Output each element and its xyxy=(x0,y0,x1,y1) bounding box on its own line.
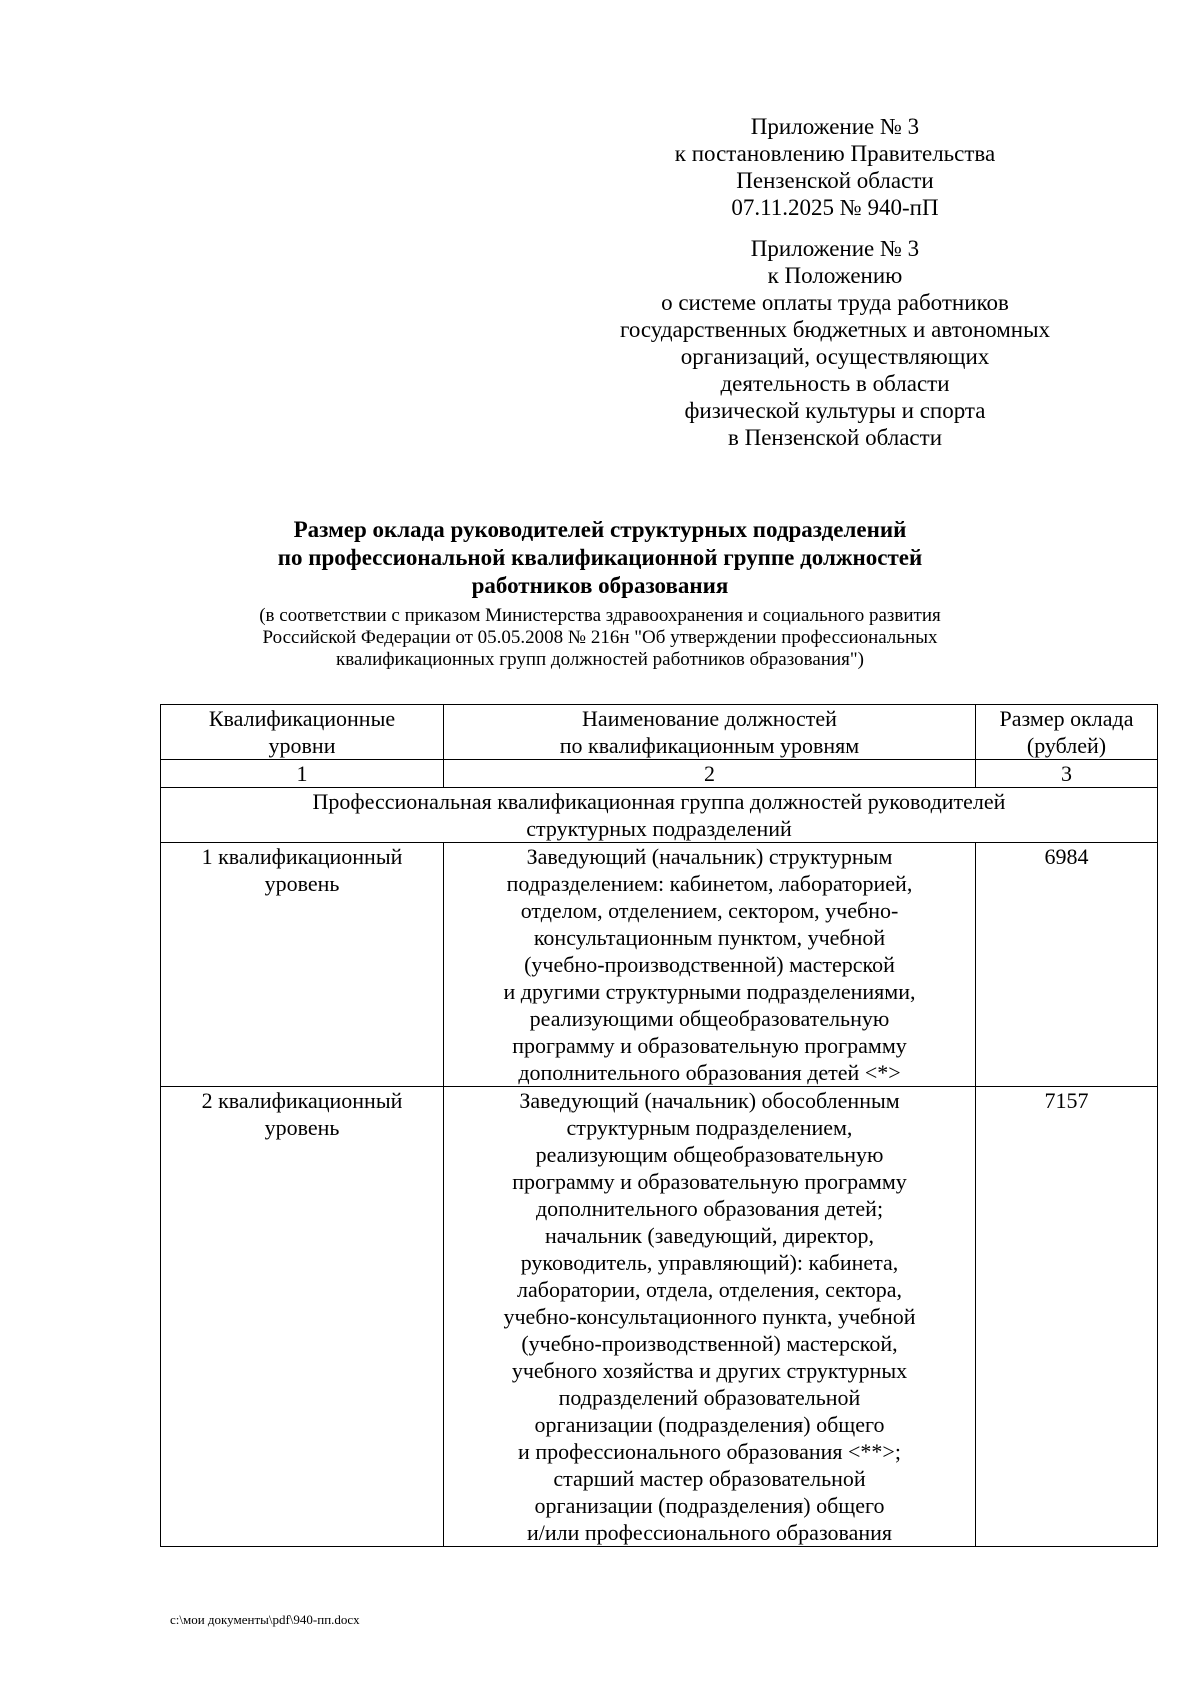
annex-header xyxy=(560,113,1110,221)
annex-header-line: Приложение № 3 xyxy=(750,114,920,139)
column-number-row xyxy=(161,760,1158,788)
annex-regulation-line: к Положению xyxy=(767,263,903,288)
annex-to-regulation xyxy=(560,235,1110,451)
footer-file-path: c:\мои документы\pdf\940-пп.docx xyxy=(170,1612,360,1627)
title-line: работников образования xyxy=(471,573,729,598)
annex-regulation-line: деятельность в области xyxy=(720,371,950,396)
annex-regulation-line: организаций, осуществляющих xyxy=(680,344,990,369)
annex-regulation-line: государственных бюджетных и автономных xyxy=(619,317,1051,342)
annex-regulation-line: в Пензенской области xyxy=(728,425,942,450)
table-header-row xyxy=(161,705,1158,760)
title-line: по профессиональной квалификационной группе должностей xyxy=(277,545,923,570)
title-line: Размер оклада руководителей структурных подразделений xyxy=(293,517,907,542)
document-subtitle xyxy=(160,605,1040,671)
annex-header-line: к постановлению Правительства xyxy=(674,141,996,166)
annex-header-date-number: 07.11.2025 № 940-пП xyxy=(731,195,939,220)
group-heading: Профессиональная квалификационная группа должностей руководителей структурных подразделений xyxy=(161,788,1158,843)
salary-table xyxy=(160,704,1158,1547)
qualification-level: 2 квалификационный уровень xyxy=(161,1087,444,1547)
column-number: 2 xyxy=(444,760,976,788)
subtitle-line: квалификационных групп должностей работников образования") xyxy=(336,649,864,670)
column-number: 3 xyxy=(976,760,1158,788)
subtitle-line: (в соответствии с приказом Министерства здравоохранения и социального развития xyxy=(259,605,941,626)
annex-regulation-line: физической культуры и спорта xyxy=(684,398,986,423)
subtitle-line: Российской Федерации от 05.05.2008 № 216н "Об утверждении профессиональных xyxy=(262,627,938,648)
annex-header-line: Пензенской области xyxy=(736,168,934,193)
header-salary-size: Размер оклада (рублей) xyxy=(976,705,1158,760)
group-heading-row xyxy=(161,788,1158,843)
table-row xyxy=(161,1087,1158,1547)
annex-regulation-line: о системе оплаты труда работников xyxy=(661,290,1009,315)
column-number: 1 xyxy=(161,760,444,788)
header-position-names: Наименование должностей по квалификационным уровням xyxy=(444,705,976,760)
table-row xyxy=(161,843,1158,1087)
annex-regulation-line: Приложение № 3 xyxy=(750,236,920,261)
document-title xyxy=(160,516,1040,600)
position-list: Заведующий (начальник) обособленным структурным подразделением, реализующим общеобразовательную программу и образовательную программу дополнительного образования детей; начальник (заведующий, директор, руководитель, управляющий): кабинета, лаборатории, отдела, отделения, сектора, учебно-консультационного пункта, учебной (учебно-производственной) мастерской, учебного хозяйства и других структурных подразделений образовательной организации (подразделения) общего и профессионального образования <**>; старший мастер образовательной организации (подразделения) общего и/или профессионального образования xyxy=(444,1087,976,1547)
qualification-level: 1 квалификационный уровень xyxy=(161,843,444,1087)
salary-value: 6984 xyxy=(976,843,1158,1087)
header-qualification-levels: Квалификационные уровни xyxy=(161,705,444,760)
salary-value: 7157 xyxy=(976,1087,1158,1547)
position-list: Заведующий (начальник) структурным подразделением: кабинетом, лабораторией, отделом, отделением, сектором, учебно- консультационным пунктом, учебной (учебно-производственной) мастерской и другими структурными подразделениями, реализующими общеобразовательную программу и образовательную программу дополнительного образования детей <*> xyxy=(444,843,976,1087)
